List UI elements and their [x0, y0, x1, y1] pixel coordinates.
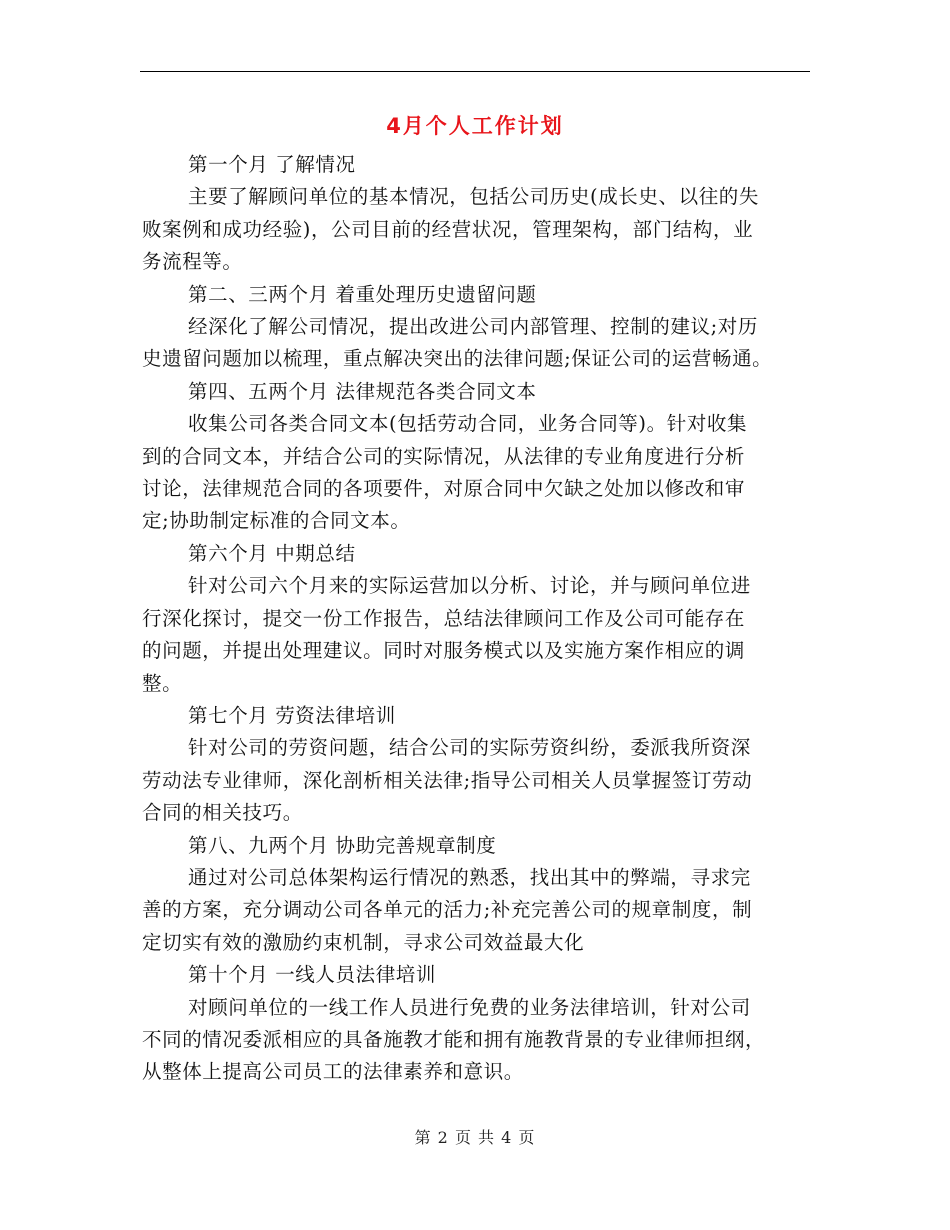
- paragraph-line: 定切实有效的激励约束机制，寻求公司效益最大化: [142, 930, 585, 954]
- paragraph-line: 史遗留问题加以梳理，重点解决突出的法律问题;保证公司的运营畅通。: [142, 347, 773, 371]
- paragraph-line: 讨论，法律规范合同的各项要件，对原合同中欠缺之处加以修改和审: [142, 477, 746, 501]
- paragraph-line: 败案例和成功经验)，公司目前的经营状况，管理架构，部门结构，业: [142, 217, 754, 241]
- section-heading: 第八、九两个月 协助完善规章制度: [188, 833, 497, 857]
- paragraph-line: 整。: [142, 671, 183, 695]
- paragraph-line: 不同的情况委派相应的具备施教才能和拥有施教背景的专业律师担纲，: [142, 1027, 766, 1051]
- paragraph-line: 针对公司六个月来的实际运营加以分析、讨论，并与顾问单位进: [188, 574, 751, 598]
- paragraph-line: 主要了解顾问单位的基本情况，包括公司历史(成长史、以往的失: [188, 185, 760, 209]
- page-footer: 第 2 页 共 4 页: [414, 1128, 536, 1147]
- paragraph-line: 收集公司各类合同文本(包括劳动合同，业务合同等)。针对收集: [188, 412, 748, 436]
- header-rule: [140, 71, 810, 72]
- section-heading: 第六个月 中期总结: [188, 541, 356, 565]
- paragraph-line: 针对公司的劳资问题，结合公司的实际劳资纠纷，委派我所资深: [188, 736, 751, 760]
- section-heading: 第一个月 了解情况: [188, 153, 356, 176]
- paragraph-line: 合同的相关技巧。: [142, 801, 303, 825]
- section-heading: 第十个月 一线人员法律培训: [188, 963, 436, 987]
- section-heading: 第七个月 劳资法律培训: [188, 703, 396, 727]
- paragraph-line: 从整体上提高公司员工的法律素养和意识。: [142, 1060, 524, 1084]
- section-heading: 第四、五两个月 法律规范各类合同文本: [188, 379, 537, 403]
- section-heading: 第二、三两个月 着重处理历史遗留问题: [188, 282, 537, 306]
- paragraph-line: 通过对公司总体架构运行情况的熟悉，找出其中的弊端，寻求完: [188, 865, 751, 889]
- paragraph-line: 经深化了解公司情况，提出改进公司内部管理、控制的建议;对历: [188, 315, 758, 339]
- paragraph-line: 善的方案，充分调动公司各单元的活力;补充完善公司的规章制度，制: [142, 898, 753, 922]
- paragraph-line: 到的合同文本，并结合公司的实际情况，从法律的专业角度进行分析: [142, 444, 746, 468]
- paragraph-line: 定;协助制定标准的合同文本。: [142, 509, 411, 533]
- page-title: 4月个人工作计划: [386, 114, 564, 138]
- paragraph-line: 的问题，并提出处理建议。同时对服务模式以及实施方案作相应的调: [142, 639, 746, 663]
- document-body: [142, 149, 822, 1089]
- paragraph-line: 务流程等。: [142, 250, 243, 274]
- paragraph-line: 劳动法专业律师，深化剖析相关法律;指导公司相关人员掌握签订劳动: [142, 768, 753, 792]
- paragraph-line: 对顾问单位的一线工作人员进行免费的业务法律培训，针对公司: [188, 995, 751, 1019]
- paragraph-line: 行深化探讨，提交一份工作报告，总结法律顾问工作及公司可能存在: [142, 606, 746, 630]
